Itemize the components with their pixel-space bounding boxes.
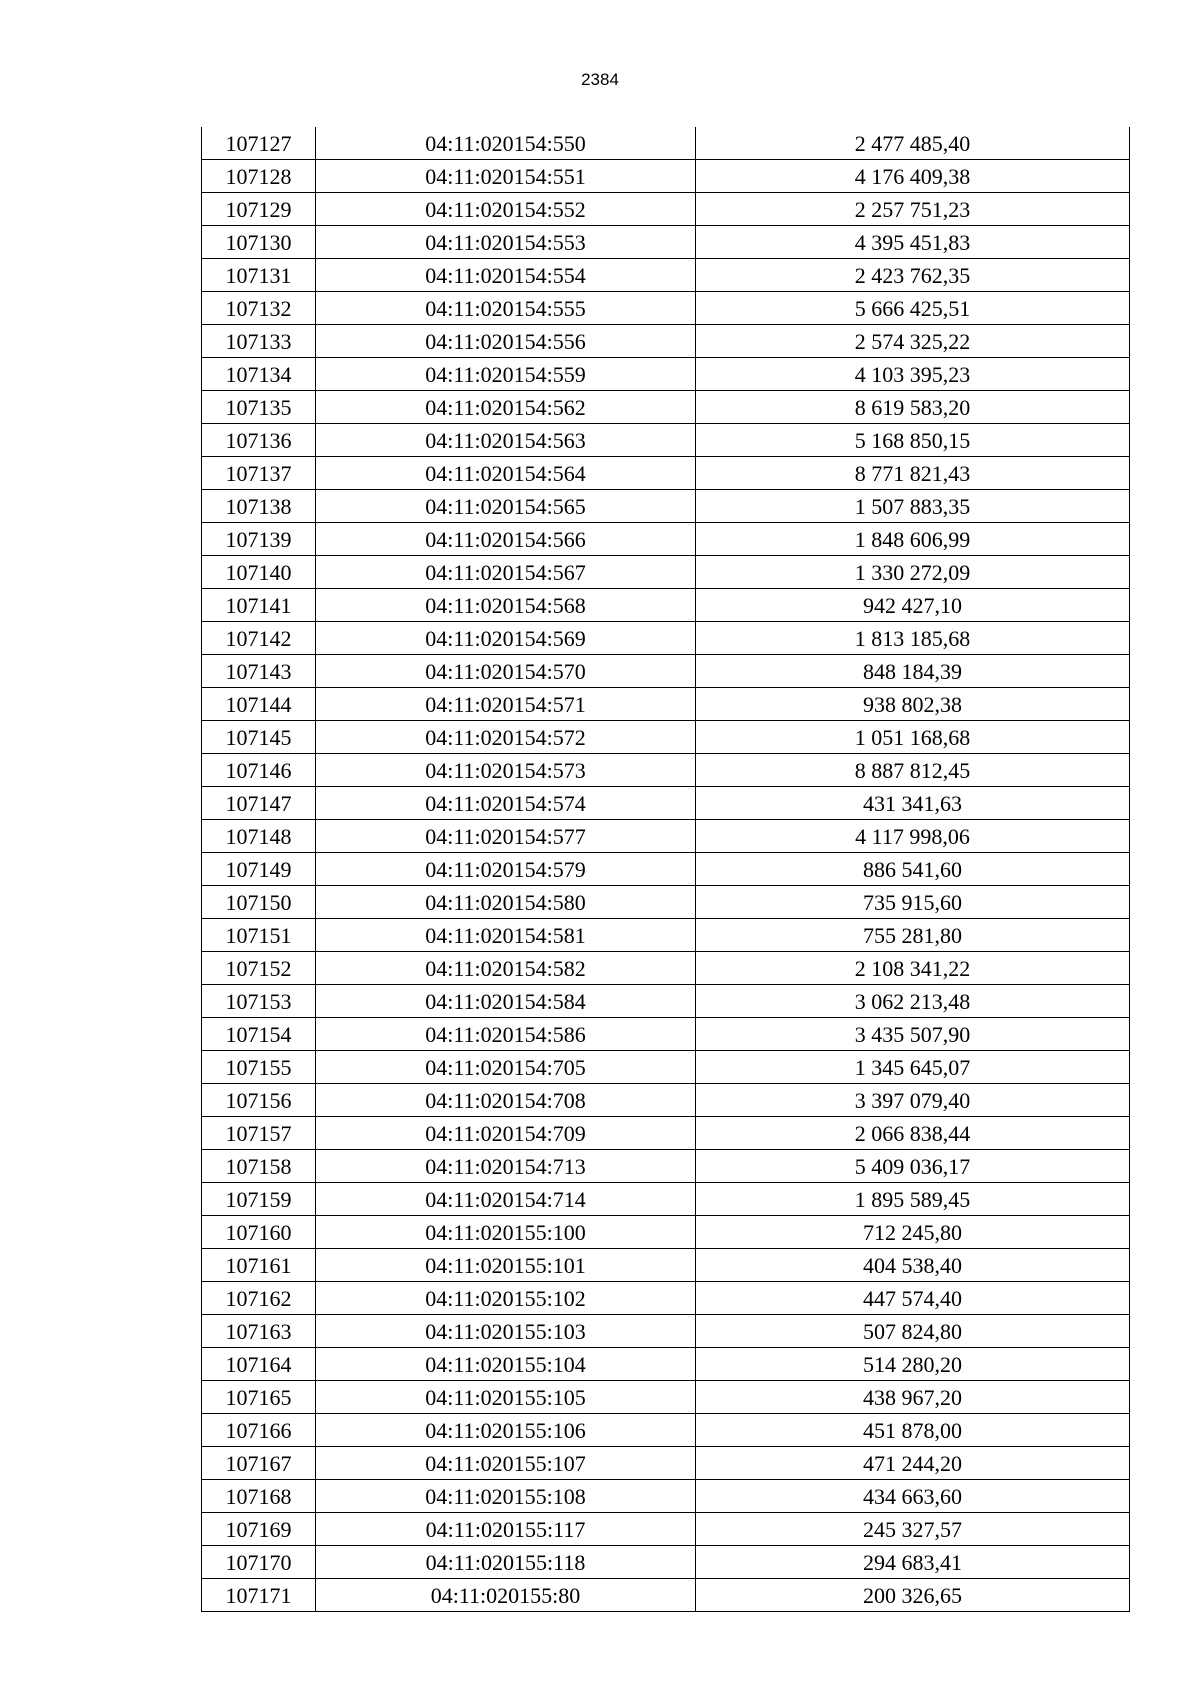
table-row [202, 259, 1130, 292]
row-number-cell: 107156 [202, 1084, 316, 1117]
cadastral-number-cell: 04:11:020155:106 [316, 1414, 696, 1447]
cadastral-value-cell: 451 878,00 [696, 1414, 1130, 1447]
cadastral-value-cell: 886 541,60 [696, 853, 1130, 886]
cadastral-number-cell: 04:11:020154:556 [316, 325, 696, 358]
row-number-cell: 107138 [202, 490, 316, 523]
row-number-cell: 107170 [202, 1546, 316, 1579]
row-number-cell: 107155 [202, 1051, 316, 1084]
cadastral-number-cell: 04:11:020154:584 [316, 985, 696, 1018]
cadastral-value-cell: 514 280,20 [696, 1348, 1130, 1381]
cadastral-number-cell: 04:11:020154:581 [316, 919, 696, 952]
row-number-cell: 107149 [202, 853, 316, 886]
row-number-cell: 107161 [202, 1249, 316, 1282]
cadastral-value-cell: 245 327,57 [696, 1513, 1130, 1546]
cadastral-number-cell: 04:11:020155:101 [316, 1249, 696, 1282]
table-row [202, 1546, 1130, 1579]
cadastral-number-cell: 04:11:020154:713 [316, 1150, 696, 1183]
table-row [202, 1480, 1130, 1513]
table-row [202, 1381, 1130, 1414]
table-row [202, 1150, 1130, 1183]
table-body [202, 127, 1130, 1612]
row-number-cell: 107165 [202, 1381, 316, 1414]
table-row [202, 655, 1130, 688]
table-row [202, 919, 1130, 952]
table-row [202, 1084, 1130, 1117]
row-number-cell: 107150 [202, 886, 316, 919]
table-row [202, 886, 1130, 919]
table-row [202, 424, 1130, 457]
table-row [202, 985, 1130, 1018]
row-number-cell: 107159 [202, 1183, 316, 1216]
cadastral-number-cell: 04:11:020155:103 [316, 1315, 696, 1348]
table-row [202, 325, 1130, 358]
cadastral-value-cell: 447 574,40 [696, 1282, 1130, 1315]
table-row [202, 1447, 1130, 1480]
cadastral-number-cell: 04:11:020154:582 [316, 952, 696, 985]
table-row [202, 1117, 1130, 1150]
cadastral-value-cell: 1 813 185,68 [696, 622, 1130, 655]
row-number-cell: 107166 [202, 1414, 316, 1447]
cadastral-number-cell: 04:11:020154:572 [316, 721, 696, 754]
cadastral-value-cell: 431 341,63 [696, 787, 1130, 820]
table-row [202, 853, 1130, 886]
table-row [202, 1315, 1130, 1348]
cadastral-number-cell: 04:11:020154:573 [316, 754, 696, 787]
cadastral-number-cell: 04:11:020154:708 [316, 1084, 696, 1117]
row-number-cell: 107142 [202, 622, 316, 655]
cadastral-value-cell: 8 771 821,43 [696, 457, 1130, 490]
table-row [202, 292, 1130, 325]
cadastral-value-cell: 3 397 079,40 [696, 1084, 1130, 1117]
row-number-cell: 107169 [202, 1513, 316, 1546]
cadastral-number-cell: 04:11:020155:117 [316, 1513, 696, 1546]
table-row [202, 226, 1130, 259]
cadastral-number-cell: 04:11:020154:555 [316, 292, 696, 325]
cadastral-value-cell: 755 281,80 [696, 919, 1130, 952]
cadastral-number-cell: 04:11:020154:563 [316, 424, 696, 457]
cadastral-value-cell: 4 117 998,06 [696, 820, 1130, 853]
table-row [202, 952, 1130, 985]
table-row [202, 622, 1130, 655]
table-row [202, 1348, 1130, 1381]
cadastral-value-cell: 3 062 213,48 [696, 985, 1130, 1018]
cadastral-value-cell: 434 663,60 [696, 1480, 1130, 1513]
row-number-cell: 107141 [202, 589, 316, 622]
row-number-cell: 107171 [202, 1579, 316, 1612]
cadastral-number-cell: 04:11:020155:118 [316, 1546, 696, 1579]
row-number-cell: 107168 [202, 1480, 316, 1513]
cadastral-number-cell: 04:11:020154:565 [316, 490, 696, 523]
row-number-cell: 107135 [202, 391, 316, 424]
cadastral-value-cell: 1 345 645,07 [696, 1051, 1130, 1084]
cadastral-number-cell: 04:11:020154:567 [316, 556, 696, 589]
table-row [202, 457, 1130, 490]
cadastral-value-cell: 712 245,80 [696, 1216, 1130, 1249]
cadastral-value-cell: 8 887 812,45 [696, 754, 1130, 787]
cadastral-value-cell: 735 915,60 [696, 886, 1130, 919]
cadastral-number-cell: 04:11:020155:80 [316, 1579, 696, 1612]
cadastral-value-cell: 3 435 507,90 [696, 1018, 1130, 1051]
cadastral-value-cell: 4 395 451,83 [696, 226, 1130, 259]
table-row [202, 193, 1130, 226]
table-row [202, 1216, 1130, 1249]
table-row [202, 1249, 1130, 1282]
row-number-cell: 107136 [202, 424, 316, 457]
table-row [202, 160, 1130, 193]
cadastral-value-cell: 1 330 272,09 [696, 556, 1130, 589]
table-row [202, 127, 1130, 160]
cadastral-number-cell: 04:11:020155:105 [316, 1381, 696, 1414]
table-row [202, 490, 1130, 523]
row-number-cell: 107139 [202, 523, 316, 556]
cadastral-number-cell: 04:11:020154:568 [316, 589, 696, 622]
table-row [202, 688, 1130, 721]
table-row [202, 820, 1130, 853]
page-number: 2384 [581, 70, 619, 89]
cadastral-number-cell: 04:11:020154:570 [316, 655, 696, 688]
table-row [202, 556, 1130, 589]
cadastral-number-cell: 04:11:020155:107 [316, 1447, 696, 1480]
cadastral-value-cell: 5 409 036,17 [696, 1150, 1130, 1183]
row-number-cell: 107134 [202, 358, 316, 391]
cadastral-value-cell: 942 427,10 [696, 589, 1130, 622]
cadastral-number-cell: 04:11:020155:100 [316, 1216, 696, 1249]
table-row [202, 1414, 1130, 1447]
row-number-cell: 107130 [202, 226, 316, 259]
cadastral-value-cell: 2 477 485,40 [696, 127, 1130, 160]
cadastral-value-cell: 471 244,20 [696, 1447, 1130, 1480]
cadastral-value-cell: 938 802,38 [696, 688, 1130, 721]
cadastral-value-cell: 507 824,80 [696, 1315, 1130, 1348]
cadastral-number-cell: 04:11:020154:566 [316, 523, 696, 556]
table-row [202, 1183, 1130, 1216]
cadastral-number-cell: 04:11:020154:564 [316, 457, 696, 490]
table-row [202, 721, 1130, 754]
cadastral-value-cell: 404 538,40 [696, 1249, 1130, 1282]
table-row [202, 358, 1130, 391]
row-number-cell: 107129 [202, 193, 316, 226]
row-number-cell: 107163 [202, 1315, 316, 1348]
cadastral-value-table [201, 127, 1130, 1612]
cadastral-number-cell: 04:11:020154:554 [316, 259, 696, 292]
row-number-cell: 107127 [202, 127, 316, 160]
cadastral-value-cell: 1 848 606,99 [696, 523, 1130, 556]
row-number-cell: 107153 [202, 985, 316, 1018]
cadastral-value-cell: 1 507 883,35 [696, 490, 1130, 523]
cadastral-value-cell: 4 103 395,23 [696, 358, 1130, 391]
cadastral-number-cell: 04:11:020154:562 [316, 391, 696, 424]
cadastral-number-cell: 04:11:020154:586 [316, 1018, 696, 1051]
row-number-cell: 107158 [202, 1150, 316, 1183]
cadastral-number-cell: 04:11:020154:571 [316, 688, 696, 721]
cadastral-value-cell: 2 423 762,35 [696, 259, 1130, 292]
table-row [202, 1282, 1130, 1315]
row-number-cell: 107128 [202, 160, 316, 193]
row-number-cell: 107143 [202, 655, 316, 688]
cadastral-number-cell: 04:11:020154:553 [316, 226, 696, 259]
cadastral-value-cell: 2 066 838,44 [696, 1117, 1130, 1150]
cadastral-number-cell: 04:11:020154:574 [316, 787, 696, 820]
row-number-cell: 107154 [202, 1018, 316, 1051]
cadastral-value-cell: 4 176 409,38 [696, 160, 1130, 193]
cadastral-value-cell: 5 666 425,51 [696, 292, 1130, 325]
cadastral-number-cell: 04:11:020154:552 [316, 193, 696, 226]
cadastral-number-cell: 04:11:020155:108 [316, 1480, 696, 1513]
cadastral-value-cell: 2 574 325,22 [696, 325, 1130, 358]
row-number-cell: 107151 [202, 919, 316, 952]
row-number-cell: 107167 [202, 1447, 316, 1480]
row-number-cell: 107147 [202, 787, 316, 820]
cadastral-number-cell: 04:11:020155:102 [316, 1282, 696, 1315]
row-number-cell: 107162 [202, 1282, 316, 1315]
row-number-cell: 107140 [202, 556, 316, 589]
cadastral-value-cell: 438 967,20 [696, 1381, 1130, 1414]
cadastral-value-cell: 2 257 751,23 [696, 193, 1130, 226]
cadastral-number-cell: 04:11:020154:550 [316, 127, 696, 160]
table-row [202, 1018, 1130, 1051]
cadastral-number-cell: 04:11:020154:569 [316, 622, 696, 655]
cadastral-number-cell: 04:11:020154:714 [316, 1183, 696, 1216]
cadastral-value-cell: 2 108 341,22 [696, 952, 1130, 985]
cadastral-value-cell: 1 895 589,45 [696, 1183, 1130, 1216]
cadastral-number-cell: 04:11:020154:551 [316, 160, 696, 193]
row-number-cell: 107148 [202, 820, 316, 853]
row-number-cell: 107164 [202, 1348, 316, 1381]
cadastral-number-cell: 04:11:020154:577 [316, 820, 696, 853]
cadastral-value-cell: 5 168 850,15 [696, 424, 1130, 457]
cadastral-number-cell: 04:11:020154:580 [316, 886, 696, 919]
cadastral-value-cell: 848 184,39 [696, 655, 1130, 688]
cadastral-number-cell: 04:11:020154:705 [316, 1051, 696, 1084]
row-number-cell: 107144 [202, 688, 316, 721]
table-row [202, 754, 1130, 787]
cadastral-value-cell: 200 326,65 [696, 1579, 1130, 1612]
cadastral-value-cell: 8 619 583,20 [696, 391, 1130, 424]
table-row [202, 1051, 1130, 1084]
table-row [202, 589, 1130, 622]
cadastral-number-cell: 04:11:020154:579 [316, 853, 696, 886]
row-number-cell: 107133 [202, 325, 316, 358]
row-number-cell: 107157 [202, 1117, 316, 1150]
row-number-cell: 107146 [202, 754, 316, 787]
row-number-cell: 107160 [202, 1216, 316, 1249]
cadastral-number-cell: 04:11:020155:104 [316, 1348, 696, 1381]
row-number-cell: 107132 [202, 292, 316, 325]
table-row [202, 391, 1130, 424]
row-number-cell: 107152 [202, 952, 316, 985]
table-row [202, 1513, 1130, 1546]
cadastral-value-cell: 1 051 168,68 [696, 721, 1130, 754]
row-number-cell: 107145 [202, 721, 316, 754]
cadastral-number-cell: 04:11:020154:559 [316, 358, 696, 391]
cadastral-value-cell: 294 683,41 [696, 1546, 1130, 1579]
cadastral-number-cell: 04:11:020154:709 [316, 1117, 696, 1150]
row-number-cell: 107131 [202, 259, 316, 292]
table-row [202, 523, 1130, 556]
table-row [202, 787, 1130, 820]
row-number-cell: 107137 [202, 457, 316, 490]
table-row [202, 1579, 1130, 1612]
